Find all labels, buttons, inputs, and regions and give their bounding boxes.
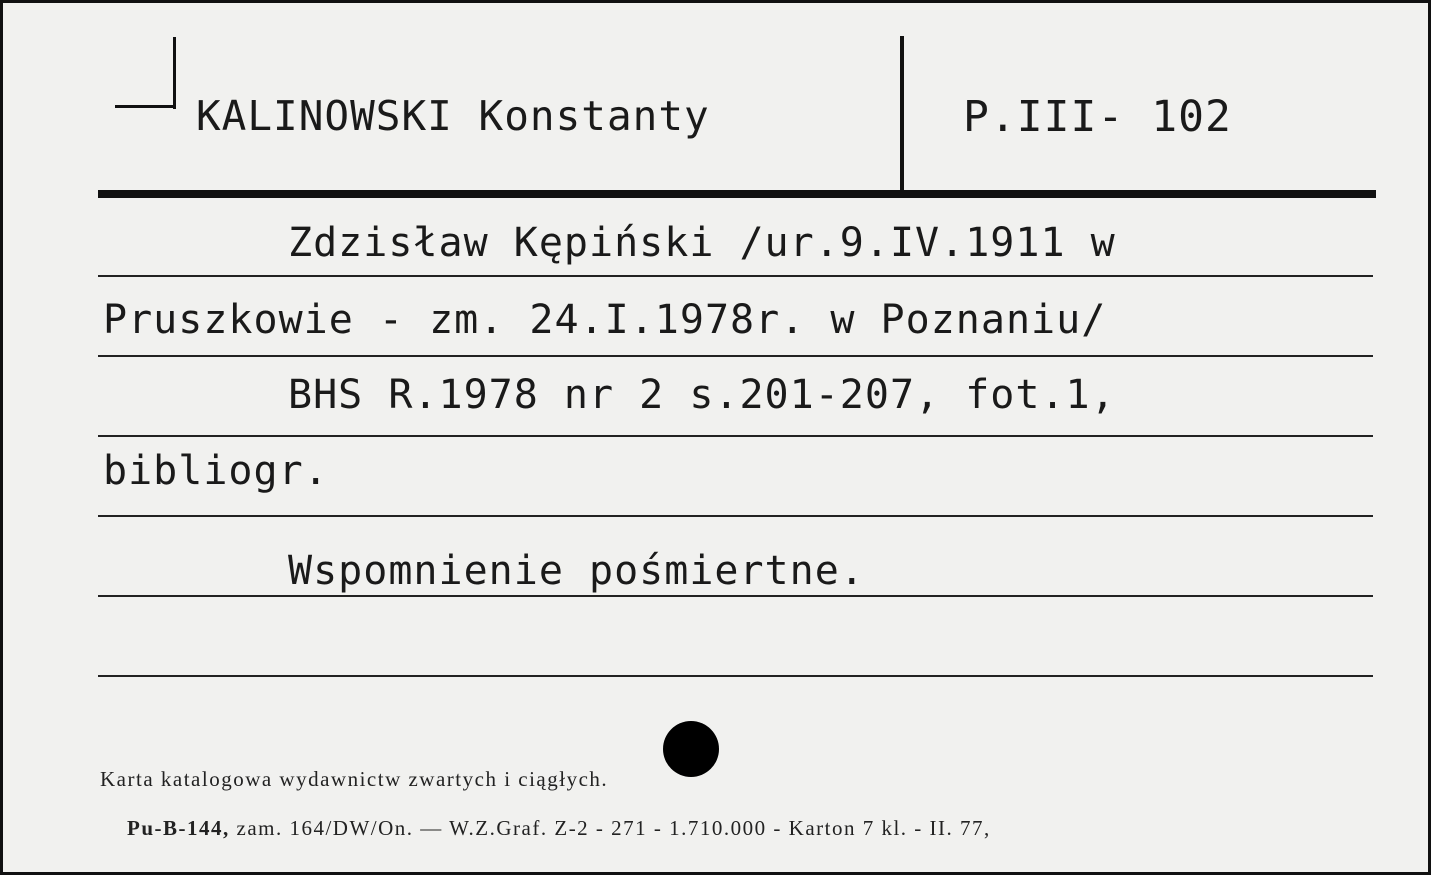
- footer-line-2: [100, 797, 991, 860]
- body-line-4: bibliogr.: [103, 448, 329, 494]
- footer-form-code: Pu-B-144,: [127, 816, 230, 840]
- punch-hole: [663, 721, 719, 777]
- corner-mark-horizontal: [115, 105, 175, 108]
- ruled-line: [98, 515, 1373, 517]
- footer-print-info: zam. 164/DW/On. — W.Z.Graf. Z-2 - 271 - 1.710.000 - Karton 7 kl. - II. 77,: [236, 816, 991, 840]
- heading-name: KALINOWSKI Konstanty: [196, 92, 710, 140]
- ruled-line: [98, 275, 1373, 277]
- body-line-3: BHS R.1978 nr 2 s.201-207, fot.1,: [288, 372, 1116, 418]
- header-rule: [98, 190, 1376, 198]
- header-divider: [900, 36, 904, 193]
- ruled-line: [98, 435, 1373, 437]
- footer-line-1: Karta katalogowa wydawnictw zwartych i ciągłych.: [100, 767, 609, 791]
- ruled-line: [98, 675, 1373, 677]
- ruled-line: [98, 595, 1373, 597]
- ruled-line: [98, 355, 1373, 357]
- corner-mark-vertical: [173, 37, 176, 109]
- call-number: P.III- 102: [963, 92, 1232, 142]
- body-line-2: Pruszkowie - zm. 24.I.1978r. w Poznaniu/: [103, 297, 1107, 343]
- body-line-5: Wspomnienie pośmiertne.: [288, 548, 865, 594]
- body-line-1: Zdzisław Kępiński /ur.9.IV.1911 w: [288, 220, 1116, 266]
